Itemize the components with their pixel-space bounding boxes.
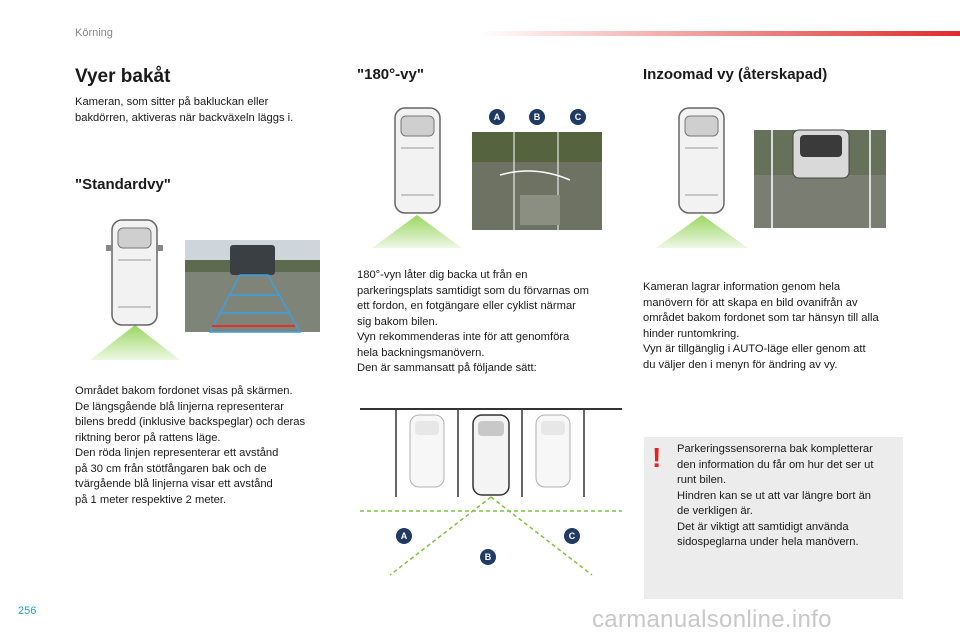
warning-icon: !: [652, 442, 662, 473]
camera-screen-standard: [185, 240, 320, 332]
header-accent-bar: [480, 31, 960, 36]
marker-b-icon: B: [529, 109, 545, 125]
camera-screen-180: [472, 132, 602, 230]
marker-c-icon: C: [570, 109, 586, 125]
standard-view-illustration: [90, 215, 330, 365]
view-180-heading: "180°-vy": [357, 66, 424, 83]
marker-a-icon: A: [489, 109, 505, 125]
own-car-icon: [473, 415, 509, 495]
zoomed-view-text: Kameran lagrar information genom hela manövern för att skapa en bild ovanifrån av området bakom fordonet som tar hänsyn till alla hinder runtomkring. Vyn är tillgänglig i AUTO-läge eller genom att du väljer den i menyn för ändring av vy.: [643, 281, 879, 371]
marker-a-icon: A: [396, 528, 412, 544]
view-180-illustration: [370, 105, 610, 250]
zoomed-view-heading: Inzoomad vy (återskapad): [643, 66, 828, 83]
marker-b-icon: B: [480, 549, 496, 565]
van-top-icon: [395, 108, 440, 213]
parked-car-right-icon: [536, 415, 570, 487]
van-top-icon: [679, 108, 724, 213]
camera-screen-zoomed: [754, 130, 886, 228]
page-title: Vyer bakåt: [75, 66, 171, 87]
standard-view-heading: "Standardvy": [75, 176, 171, 193]
standard-view-text: Området bakom fordonet visas på skärmen. De längsgående blå linjerna representerar bilens bredd (inklusive backspeglar) och deras riktning beror på rattens läge. Den röda linjen representerar ett avstånd på 30 cm från stötfångaren bak och de tvärgående blå linjerna visar ett avstånd på 1 meter respektive 2 meter.: [75, 385, 306, 506]
section-header: Körning: [75, 27, 113, 39]
marker-c-icon: C: [564, 528, 580, 544]
van-top-icon: [106, 220, 163, 325]
watermark: carmanualsonline.info: [592, 606, 832, 633]
camera-cone-icon: [372, 215, 462, 248]
warning-text: Parkeringssensorerna bak kompletterar den information du får om hur det ser ut runt bilen. Hindren kan se ut att var längre bort än de verkligen är. Det är viktigt att samtidigt använda sidospeglarna under hela manövern.: [677, 443, 874, 548]
camera-cone-icon: [656, 215, 748, 248]
view-180-text: 180°-vyn låter dig backa ut från en parkeringsplats samtidigt som du förvarnas om ett fordon, en fotgängare eller cyklist närmar sig bakom bilen. Vyn rekommenderas inte för att genomföra hela backningsmanövern. Den är sammansatt på följande sätt:: [357, 269, 589, 374]
parked-car-left-icon: [410, 415, 444, 487]
page-number: 256: [18, 605, 37, 617]
camera-cone-icon: [90, 325, 180, 360]
zoomed-view-illustration: [650, 105, 895, 250]
intro-text: Kameran, som sitter på bakluckan eller bakdörren, aktiveras när backväxeln läggs i.: [75, 96, 294, 124]
